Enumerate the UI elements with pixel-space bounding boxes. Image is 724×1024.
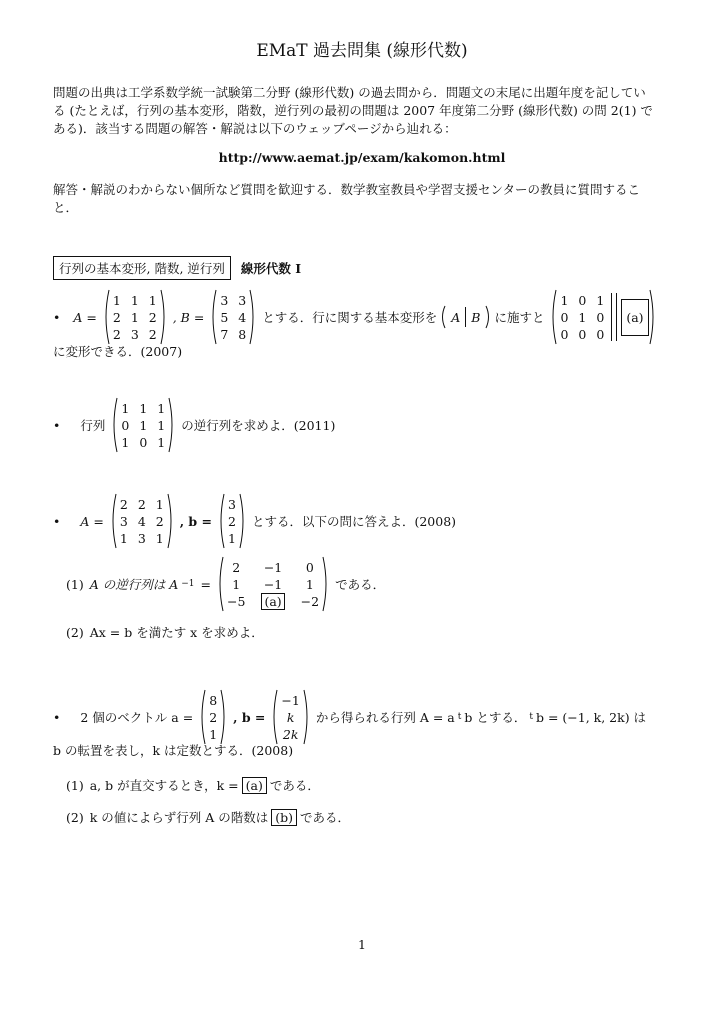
matrix-cell: 2 [112,326,121,342]
question-4 [53,689,649,745]
matrix-cell: −1 [281,692,300,708]
matrix-cells [278,692,302,743]
matrix-cell: 3 [137,530,146,546]
matrix-A [103,289,167,345]
matrix-cell: 1 [157,400,166,416]
matrix-cell: 0 [121,417,130,433]
matrix-cell: 2 [232,559,241,575]
right-paren-icon [303,689,310,745]
matrix-cell: 3 [220,292,229,308]
matrix-A [110,493,174,549]
matrix-cell: 1 [305,576,314,592]
aug-divider [465,307,466,327]
answer-box-a: (a) [261,593,284,610]
left-paren-icon [210,289,217,345]
matrix-cells [217,292,249,343]
q4-t-sup2: t [529,712,533,722]
matrix-cell: 1 [157,434,166,450]
part-number: (1) [66,576,84,592]
matrix-cells [118,400,168,451]
matrix-cells [110,292,160,343]
matrix-cell: 3 [238,292,247,308]
left-paren-icon [218,493,225,549]
q1-text2: に施すと [494,310,545,325]
aug-left: A [451,309,461,325]
matrix-B [210,289,256,345]
matrix-cell: 1 [596,292,605,308]
question-1 [53,289,659,345]
matrix-cell: 3 [130,326,139,342]
q4-part-1 [63,776,323,794]
matrix-cell: 1 [232,576,241,592]
answer-box-b: (b) [271,809,297,826]
section-subject: 線形代数 I [240,261,302,276]
q4-p1-pre: a, b が直交するとき，k = [89,778,239,793]
matrix-cell: 0 [560,326,569,342]
matrix-cell: 4 [137,513,146,529]
q3-a-eq: A = [80,513,104,529]
matrix-cell: −1 [263,576,283,592]
right-paren-icon [239,493,246,549]
vector-b [218,493,246,549]
matrix-cell: 2 [119,496,128,512]
matrix-cells [557,292,607,343]
matrix-cell: 2 [209,709,218,725]
matrix-cell: 1 [112,292,121,308]
q3-p1-post: である． [335,577,386,592]
matrix-cell: 3 [228,496,236,512]
matrix-cell: 0 [305,559,314,575]
matrix-cell: −1 [263,559,283,575]
matrix-cell: 2 [148,309,157,325]
q4-pre: 2 個のベクトル a = [80,710,194,725]
q3-p1-eq: = [200,576,211,592]
section-boxed-title: 行列の基本変形, 階数, 逆行列 [53,256,231,280]
q2-pre: 行列 [80,418,106,433]
right-paren-icon [649,289,656,345]
left-paren-icon [217,556,224,612]
q1-continuation: に変形できる．(2007) [53,344,183,359]
matrix-cell: 1 [148,292,157,308]
left-paren-icon [199,689,206,745]
matrix-cell: −5 [227,593,246,609]
matrix-cell: 1 [578,309,587,325]
q3-part-2 [63,623,267,641]
part-number: (1) [66,777,84,793]
q4-t-sup: t [457,712,462,722]
matrix-cell: 1 [121,400,130,416]
q3-post: とする．以下の問に答えよ．(2008) [251,514,457,529]
left-paren-icon [111,397,118,453]
q3-comma-b: , b = [179,513,212,529]
bullet: • [53,513,61,529]
matrix-cell: 1 [155,530,164,546]
q4-p2-pre: k の値によらず行列 A の階数は [89,810,269,825]
part-number: (2) [66,624,84,640]
matrix-M [111,397,175,453]
matrix-inverse [217,556,329,612]
part-number: (2) [66,809,84,825]
left-paren-icon [440,305,446,329]
q4-tail: b = (−1, k, 2k) は [535,710,647,725]
q4-p2-post: である． [300,810,351,825]
q1-text1: とする．行に関する基本変形を [262,310,438,325]
matrix-cell: 8 [209,692,218,708]
matrix-cell: 1 [209,726,218,742]
page-number: 1 [358,937,366,952]
section-header [53,256,301,280]
q1-comma-b: , B = [172,309,205,325]
matrix-cell: 8 [238,326,247,342]
matrix-cells [224,559,322,610]
matrix-cell: 2 [228,513,236,529]
url-link[interactable]: http://www.aemat.jp/exam/kakomon.html [218,150,506,165]
matrix-cell: 1 [119,530,128,546]
left-paren-icon [103,289,110,345]
q4-mid: から得られる行列 A = a [315,710,455,725]
matrix-cell: 2k [282,726,299,742]
vector-b [271,689,309,745]
matrix-cell: 7 [220,326,229,342]
intro-paragraph: 問題の出典は工学系数学統一試験第二分野 (線形代数) の過去問から．問題文の末尾に出題年度を記している (たとえば，行列の基本変形，階数，逆行列の最初の問題は 2007 年度第二分野 (線形代数) の問 2(1) である)．該当する問題の解答・解説は以下のウェッブページから辿れる： [53,85,653,136]
matrix-reduced [550,289,655,345]
matrix-cell: 5 [220,309,229,325]
matrix-cell: 2 [137,496,146,512]
matrix-cells [206,692,220,743]
matrix-cell: 0 [560,309,569,325]
right-paren-icon [249,289,256,345]
bullet: • [53,309,61,325]
matrix-cell: 2 [112,309,121,325]
matrix-cell: 1 [560,292,569,308]
matrix-cells [225,496,239,547]
page-title: EMaT 過去問集 (線形代数) [256,41,468,61]
bullet: • [53,709,61,725]
right-paren-icon [220,689,227,745]
matrix-cell: 1 [155,496,164,512]
q3-p2-text: Ax = b を満たす x を求めよ． [89,625,264,640]
matrix-cell: k [286,709,295,725]
matrix-cell: 0 [139,434,148,450]
matrix-cell: 1 [130,309,139,325]
answer-box-a: (a) [242,777,267,794]
matrix-cell: 1 [228,530,236,546]
right-paren-icon [322,556,329,612]
right-paren-icon [168,397,175,453]
matrix-cell: 0 [596,309,605,325]
right-paren-icon [160,289,167,345]
q3-p1-sup: −1 [181,579,195,589]
left-paren-icon [110,493,117,549]
question-3 [53,493,459,549]
q2-post: の逆行列を求めよ．(2011) [181,418,336,433]
q1-a-eq: A = [73,309,97,325]
answer-box-a: (a) [621,299,648,336]
q3-part-1 [63,556,388,612]
bullet: • [53,417,61,433]
matrix-cell: 0 [578,326,587,342]
matrix-cell: 1 [139,400,148,416]
left-paren-icon [271,689,278,745]
matrix-cell: 4 [238,309,247,325]
matrix-cell: 0 [596,326,605,342]
matrix-cell: 2 [148,326,157,342]
q4-mid2: b とする． [464,710,527,725]
matrix-cell: 0 [578,292,587,308]
matrix-cell: 1 [130,292,139,308]
q4-comma-b: , b = [233,709,266,725]
matrix-cell: 2 [155,513,164,529]
matrix-cell: 1 [139,417,148,433]
note-paragraph: 解答・解説のわからない個所など質問を歓迎する．数学教室教員や学習支援センターの教員に質問すること． [53,182,641,215]
vector-a [199,689,227,745]
question-2 [53,397,338,453]
matrix-cell: 1 [157,417,166,433]
left-paren-icon [550,289,557,345]
augmented-AB [440,305,491,329]
right-paren-icon [167,493,174,549]
q3-p1-pre: A の逆行列は A [89,577,179,592]
q4-p1-post: である． [269,778,320,793]
right-paren-icon [485,305,491,329]
q4-continuation: b の転置を表し，k は定数とする．(2008) [53,743,294,758]
matrix-cell: 3 [119,513,128,529]
augment-divider [611,293,617,341]
matrix-cells [117,496,167,547]
aug-right: B [471,309,481,325]
matrix-cell: −2 [300,593,320,609]
matrix-cell: 1 [121,434,130,450]
q4-part-2 [63,808,353,826]
